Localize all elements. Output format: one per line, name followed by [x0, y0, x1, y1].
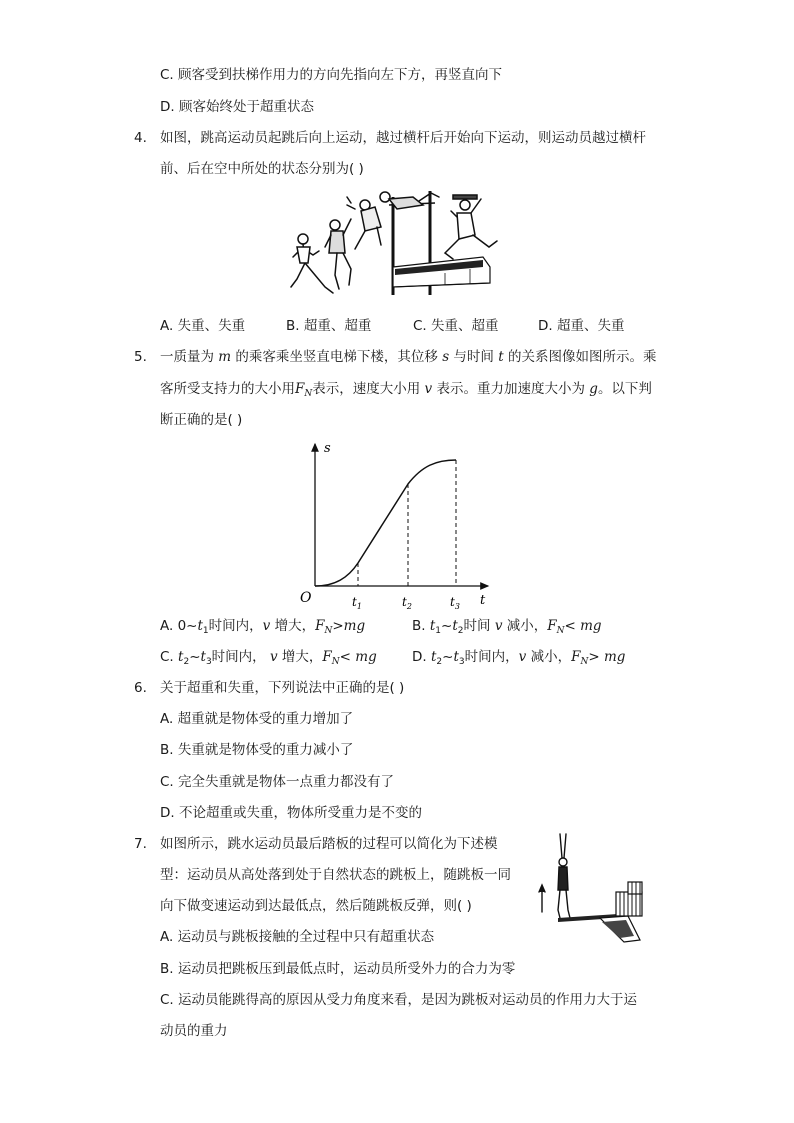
- q7-option-c-line2: 动员的重力: [160, 1023, 228, 1039]
- q5-stem-line2: 客所受支持力的大小用$F_N$表示，速度大小用 v 表示。重力加速度大小为 g。以下判: [160, 381, 652, 399]
- q4-option-b: B. 超重、超重: [286, 318, 372, 334]
- q7-number: 7.: [134, 836, 147, 852]
- graph-t2-label: $t_2$: [402, 595, 412, 611]
- graph-x-label: t: [480, 593, 486, 608]
- q4-option-a: A. 失重、失重: [160, 318, 246, 334]
- q3-option-d: D. 顾客始终处于超重状态: [160, 99, 314, 115]
- q4-option-c: C. 失重、超重: [413, 318, 499, 334]
- q6-number: 6.: [134, 680, 147, 696]
- q5-option-b: B. $t_1\sim t_2$时间 v 减小，$F_N<$ mg: [412, 618, 602, 636]
- q6-option-b: B. 失重就是物体受的重力减小了: [160, 742, 354, 758]
- q5-option-a: A. $0\sim t_1$时间内，v 增大，$F_N>mg$: [160, 618, 366, 636]
- q4-stem-line2: 前、后在空中所处的状态分别为( ): [160, 161, 364, 177]
- q5-option-c: C. $t_2\sim t_3$时间内， v 增大，$F_N<$ mg: [160, 649, 377, 667]
- s-t-graph: [290, 436, 500, 612]
- q6-option-d: D. 不论超重或失重，物体所受重力是不变的: [160, 805, 422, 821]
- graph-t1-label: $t_1$: [352, 595, 362, 611]
- q5-option-d: D. $t_2\sim t_3$时间内，v 减小，$F_N>$ mg: [412, 649, 626, 667]
- graph-t3-label: $t_3$: [450, 595, 460, 611]
- q7-stem-line1: 如图所示，跳水运动员最后踏板的过程可以简化为下述模: [160, 836, 498, 852]
- high-jump-figure: [285, 183, 510, 303]
- q3-option-c: C. 顾客受到扶梯作用力的方向先指向左下方，再竖直向下: [160, 67, 503, 83]
- diving-board-figure: [530, 832, 650, 947]
- q5-stem-line1: 一质量为 m 的乘客乘坐竖直电梯下楼，其位移 s 与时间 t 的关系图像如图所示。乘: [160, 349, 657, 365]
- q5-stem-line3: 断正确的是( ): [160, 412, 243, 428]
- q7-option-b: B. 运动员把跳板压到最低点时，运动员所受外力的合力为零: [160, 961, 516, 977]
- q4-option-d: D. 超重、失重: [538, 318, 625, 334]
- q6-stem: 关于超重和失重，下列说法中正确的是( ): [160, 680, 405, 696]
- q7-stem-line2: 型：运动员从高处落到处于自然状态的跳板上，随跳板一同: [160, 867, 511, 883]
- q7-option-c-line1: C. 运动员能跳得高的原因从受力角度来看，是因为跳板对运动员的作用力大于运: [160, 992, 638, 1008]
- q6-option-a: A. 超重就是物体受的重力增加了: [160, 711, 354, 727]
- q7-stem-line3: 向下做变速运动到达最低点，然后随跳板反弹，则( ): [160, 898, 472, 914]
- q5-number: 5.: [134, 349, 147, 365]
- q4-stem-line1: 如图，跳高运动员起跳后向上运动，越过横杆后开始向下运动，则运动员越过横杆: [160, 130, 646, 146]
- graph-y-label: s: [324, 441, 331, 456]
- graph-origin-label: O: [300, 590, 312, 606]
- q6-option-c: C. 完全失重就是物体一点重力都没有了: [160, 774, 395, 790]
- q7-option-a: A. 运动员与跳板接触的全过程中只有超重状态: [160, 929, 435, 945]
- q4-number: 4.: [134, 130, 147, 146]
